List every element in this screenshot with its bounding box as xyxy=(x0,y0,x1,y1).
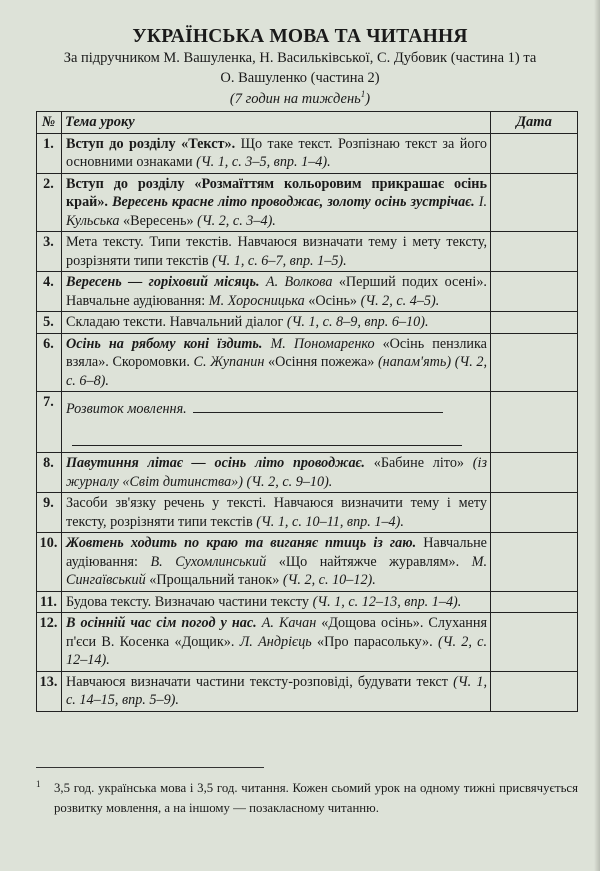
lesson-date-cell[interactable] xyxy=(491,493,578,533)
blank-line xyxy=(72,433,462,446)
topic-text: (Ч. 2, с. 10–12). xyxy=(282,572,376,588)
lesson-number: 11. xyxy=(37,591,62,613)
topic-text: Засоби зв'язку речень у тексті. Навчаюся визначити тему і мету тексту, розрізняти типи текстів xyxy=(66,495,487,530)
table-header-row xyxy=(37,112,578,134)
table-row xyxy=(37,392,578,453)
topic-text: «Що найтяжче журавлям». xyxy=(266,553,472,570)
lesson-date-cell[interactable] xyxy=(491,133,578,173)
lesson-date-cell[interactable] xyxy=(491,272,578,312)
topic-text: Павутиння літає — осінь літо проводжає. xyxy=(66,455,365,471)
lesson-date-cell[interactable] xyxy=(491,392,578,453)
lesson-topic xyxy=(62,173,491,232)
lesson-number: 2. xyxy=(37,173,62,232)
hours-per-week xyxy=(0,89,600,108)
topic-text: В. Сухомлинський xyxy=(150,553,267,570)
lesson-topic xyxy=(62,272,491,312)
topic-text: Осінь на рябому коні їздить. xyxy=(66,335,263,352)
lesson-topic xyxy=(62,613,491,672)
topic-text: Жовтень ходить по краю та виганяє птиць із гаю. xyxy=(66,535,417,551)
table-row xyxy=(37,173,578,232)
lesson-topic xyxy=(62,392,491,453)
lesson-date-cell[interactable] xyxy=(491,173,578,232)
textbook-authors: За підручником М. Вашуленка, Н. Васильківської, С. Дубовик (частина 1) та xyxy=(63,50,537,66)
topic-text: «Перший подих осені». Навчальне аудіювання: xyxy=(66,274,487,309)
topic-text: (Ч. 1, с. 10–11, впр. 1–4). xyxy=(256,513,404,530)
lesson-date-cell[interactable] xyxy=(491,232,578,272)
topic-text: Вересень — горіховий місяць. xyxy=(66,274,260,290)
topic-text: Вступ до розділу «Текст». xyxy=(66,135,236,152)
lesson-topic xyxy=(62,453,491,493)
table-row xyxy=(37,533,578,592)
topic-text: Складаю тексти. Навчальний діалог xyxy=(66,314,287,330)
topic-text: М. Пономаренко xyxy=(270,335,375,352)
topic-text: А. Волкова xyxy=(265,274,333,290)
table-row xyxy=(37,232,578,272)
lesson-topic xyxy=(62,133,491,173)
topic-text: Що таке текст. Розпізнаю текст за його основними ознаками xyxy=(66,135,487,170)
topic-text: «Осінь пензлика взяла». Скоромовки. xyxy=(66,335,487,370)
footnote-divider xyxy=(36,767,264,768)
table-row xyxy=(37,671,578,711)
lesson-number: 3. xyxy=(37,232,62,272)
lesson-number: 8. xyxy=(37,453,62,493)
table-row xyxy=(37,272,578,312)
footnote-ref: 1 xyxy=(360,89,366,99)
lesson-number: 12. xyxy=(37,613,62,672)
table-row xyxy=(37,333,578,392)
lesson-number: 5. xyxy=(37,312,62,334)
lesson-topic xyxy=(62,591,491,613)
lesson-date-cell[interactable] xyxy=(491,613,578,672)
lesson-number: 10. xyxy=(37,533,62,592)
hours-text: (7 годин на тиждень xyxy=(229,90,361,107)
lesson-topic xyxy=(62,312,491,334)
topic-text: (Ч. 2, с. 3–4). xyxy=(197,212,276,229)
topic-text: Будова тексту. Визначаю частини тексту xyxy=(66,593,313,610)
topic-text: Вступ до розділу «Розмаїттям кольоровим прикрашає осінь край». xyxy=(66,175,487,210)
topic-text: М. Сингаївський xyxy=(66,553,488,588)
page-title: УКРАЇНСЬКА МОВА ТА ЧИТАННЯ xyxy=(132,26,468,47)
topic-text: (Ч. 1, с. 8–9, впр. 6–10). xyxy=(286,314,429,330)
topic-text: «Осіння пожежа» xyxy=(264,354,378,370)
topic-text: (Ч. 1, с. 12–13, впр. 1–4). xyxy=(312,593,462,610)
lesson-number: 13. xyxy=(37,671,62,711)
column-header-number: № xyxy=(37,112,62,134)
topic-text: «Осінь» xyxy=(304,292,361,309)
lesson-date-cell[interactable] xyxy=(491,533,578,592)
topic-text: «Прощальний танок» xyxy=(145,572,283,588)
textbook-authors-part2: О. Вашуленко (частина 2) xyxy=(220,70,380,86)
blank-line xyxy=(193,400,443,413)
lesson-number: 6. xyxy=(37,333,62,392)
table-row xyxy=(37,591,578,613)
lesson-topic xyxy=(62,671,491,711)
lesson-number: 1. xyxy=(37,133,62,173)
table-row xyxy=(37,312,578,334)
lesson-date-cell[interactable] xyxy=(491,591,578,613)
lesson-plan-table xyxy=(36,111,578,712)
lesson-date-cell[interactable] xyxy=(491,453,578,493)
table-row xyxy=(37,613,578,672)
footnote-text: 3,5 год. українська мова і 3,5 год. читання. Кожен сьомий урок на одному тижні присвячується розвитку мовлення, а на іншому — позакласному читанню. xyxy=(54,781,578,815)
topic-text: (Ч. 2, с. 12–14). xyxy=(66,633,488,668)
topic-text: Навчаюся визначати частини тексту-розповіді, будувати текст xyxy=(66,673,454,690)
topic-text: (Ч. 1, с. 14–15, впр. 5–9). xyxy=(66,673,487,708)
lesson-date-cell[interactable] xyxy=(491,671,578,711)
table-row xyxy=(37,493,578,533)
hours-close: ) xyxy=(365,90,371,107)
lesson-date-cell[interactable] xyxy=(491,333,578,392)
topic-text: «Вересень» xyxy=(119,212,198,229)
topic-text: «Бабине літо» xyxy=(364,455,473,471)
lesson-topic xyxy=(62,232,491,272)
lesson-number: 4. xyxy=(37,272,62,312)
table-row xyxy=(37,453,578,493)
topic-text: Мета тексту. Типи текстів. Навчаюся визначати тему і мету тексту, розрізняти типи текстів xyxy=(66,234,487,269)
topic-text: Л. Андрієць xyxy=(239,633,312,650)
lesson-number: 9. xyxy=(37,493,62,533)
lesson-topic xyxy=(62,533,491,592)
column-header-date: Дата xyxy=(491,112,578,134)
topic-text: «Дощова осінь». Слухання п'єси В. Косенка «Дощик». xyxy=(66,615,487,650)
topic-text: Вересень красне літо проводжає, золоту осінь зустрічає. xyxy=(112,194,475,210)
table-row xyxy=(37,133,578,173)
lesson-number: 7. xyxy=(37,392,62,453)
column-header-topic: Тема уроку xyxy=(62,112,491,134)
lesson-topic xyxy=(62,493,491,533)
topic-text: Розвиток мовлення. xyxy=(66,401,187,417)
footnote xyxy=(36,778,578,818)
lesson-topic xyxy=(62,333,491,392)
topic-text: «Про парасольку». xyxy=(311,633,438,650)
topic-text: (Ч. 1, с. 3–5, впр. 1–4). xyxy=(196,154,331,170)
topic-text: (напам'ять) (Ч. 2, с. 6–8). xyxy=(66,354,487,389)
topic-text: В осінній час сім погод у нас. xyxy=(66,615,257,631)
topic-text: Навчальне аудіювання: xyxy=(66,535,487,570)
topic-text: А. Качан xyxy=(261,615,317,631)
page-edge-shadow xyxy=(594,0,600,871)
lesson-date-cell[interactable] xyxy=(491,312,578,334)
topic-text: М. Хоросницька xyxy=(208,292,305,309)
topic-text: С. Жупанин xyxy=(193,354,265,370)
topic-text: (Ч. 1, с. 6–7, впр. 1–5). xyxy=(212,252,347,269)
topic-text: (Ч. 2, с. 4–5). xyxy=(360,292,440,309)
footnote-mark: 1 xyxy=(36,779,41,789)
topic-text: (із журналу «Світ дитинства») (Ч. 2, с. 9–10). xyxy=(66,455,487,490)
topic-text: І. Кульська xyxy=(66,194,487,229)
